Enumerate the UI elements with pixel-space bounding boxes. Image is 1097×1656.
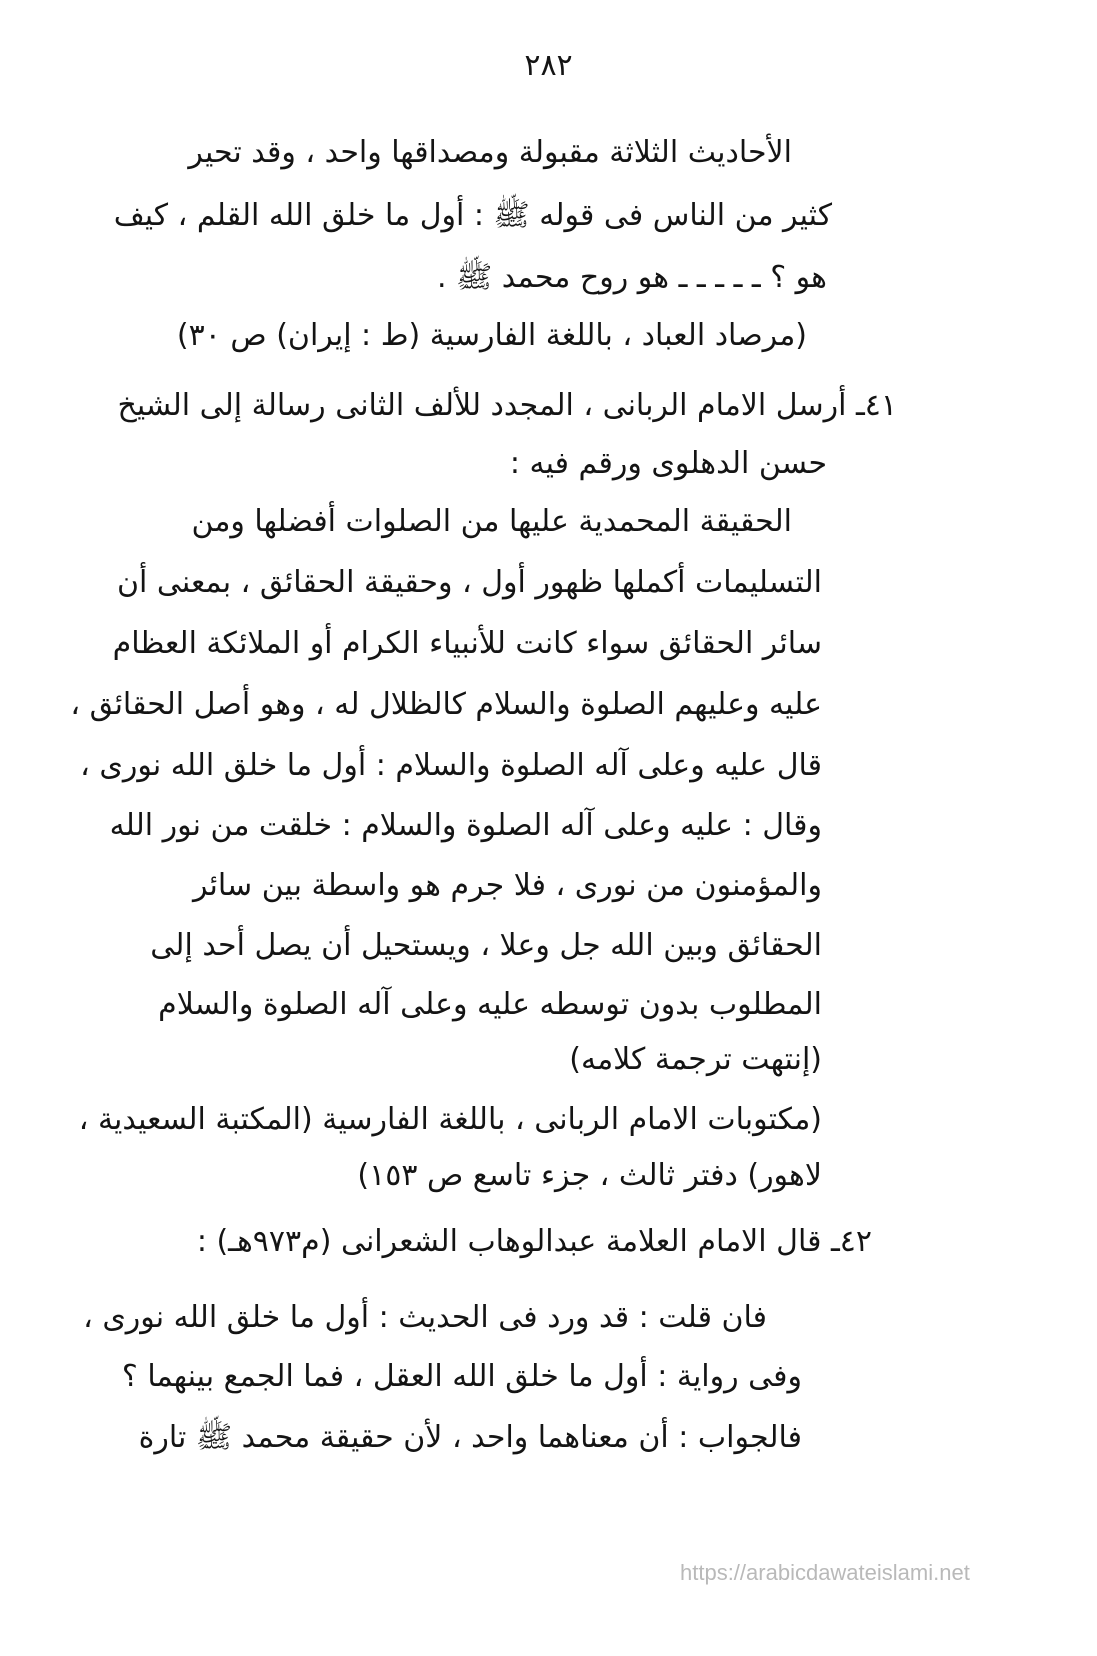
text-line-1: الأحاديث الثلاثة مقبولة ومصداقها واحد ، وقد تحير (188, 135, 792, 170)
item-42-text-2: وفى رواية : أول ما خلق الله العقل ، فما الجمع بينهما ؟ (121, 1359, 802, 1394)
item-42-text-3: فالجواب : أن معناهما واحد ، لأن حقيقة محمد ﷺ تارة (138, 1420, 802, 1455)
watermark-url: https://arabicdawateislami.net (680, 1560, 970, 1585)
page-number: ٢٨٢ (524, 48, 573, 83)
citation-line-3: لاهور) دفتر ثالث ، جزء تاسع ص ١٥٣) (357, 1158, 822, 1193)
citation-line-2: (مكتوبات الامام الربانى ، باللغة الفارسية (المكتبة السعيدية ، (78, 1102, 822, 1137)
quote-line-5: قال عليه وعلى آله الصلوة والسلام : أول ما خلق الله نورى ، (80, 748, 822, 783)
item-41-line-1: ٤١ـ أرسل الامام الربانى ، المجدد للألف الثانى رسالة إلى الشيخ (117, 388, 897, 423)
text-line-2: كثير من الناس فى قوله ﷺ : أول ما خلق الله القلم ، كيف (113, 198, 832, 233)
quote-line-10: (إنتهت ترجمة كلامه) (569, 1042, 822, 1077)
quote-line-2: التسليمات أكملها ظهور أول ، وحقيقة الحقائق ، بمعنى أن (117, 565, 822, 600)
quote-line-7: والمؤمنون من نورى ، فلا جرم هو واسطة بين سائر (193, 868, 822, 903)
quote-line-3: سائر الحقائق سواء كانت للأنبياء الكرام أو الملائكة العظام (112, 626, 822, 661)
quote-line-4: عليه وعليهم الصلوة والسلام كالظلال له ، وهو أصل الحقائق ، (70, 687, 822, 722)
item-42-line-1: ٤٢ـ قال الامام العلامة عبدالوهاب الشعرانى (م٩٧٣هـ) : (196, 1224, 872, 1259)
quote-line-8: الحقائق وبين الله جل وعلا ، ويستحيل أن يصل أحد إلى (150, 928, 822, 963)
quote-line-9: المطلوب بدون توسطه عليه وعلى آله الصلوة والسلام (158, 987, 822, 1022)
text-line-3: هو ؟ ـ ـ ـ ـ ـ هو روح محمد ﷺ . (436, 260, 827, 295)
quote-line-6: وقال : عليه وعلى آله الصلوة والسلام : خلقت من نور الله (109, 808, 822, 843)
quote-line-1: الحقيقة المحمدية عليها من الصلوات أفضلها ومن (191, 504, 792, 539)
item-41-line-2: حسن الدهلوى ورقم فيه : (509, 446, 827, 481)
item-42-text-1: فان قلت : قد ورد فى الحديث : أول ما خلق الله نورى ، (83, 1300, 767, 1335)
citation-line-1: (مرصاد العباد ، باللغة الفارسية (ط : إيران) ص ٣٠) (176, 318, 807, 353)
